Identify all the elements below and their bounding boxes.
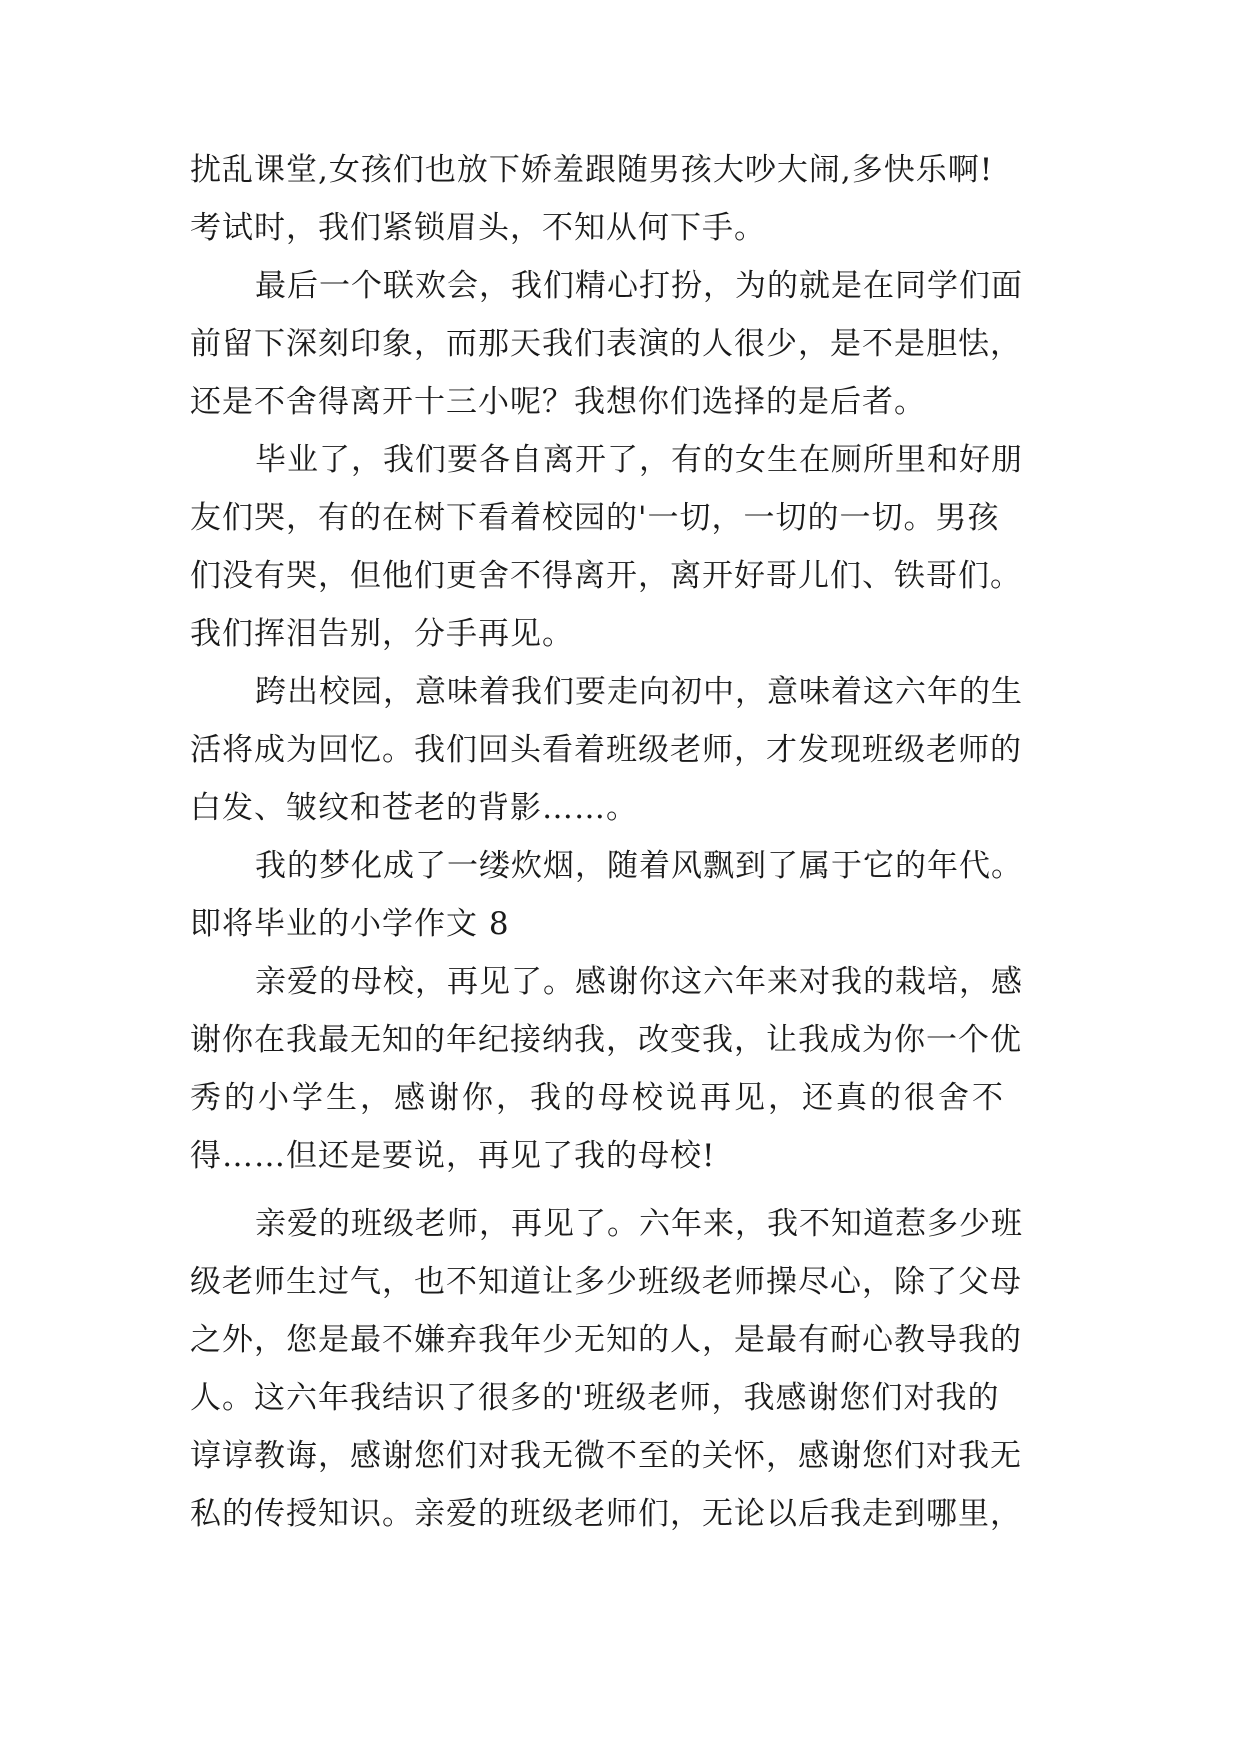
paragraph-first-line: 我的梦化成了一缕炊烟，随着风飘到了属于它的年代。 (255, 848, 1023, 884)
body-text-line: 友们哭，有的在树下看着校园的'一切，一切的一切。男孩 (190, 500, 1000, 536)
body-text-line: 私的传授知识。亲爱的班级老师们，无论以后我走到哪里， (190, 1496, 1022, 1532)
body-text-line: 白发、皱纹和苍老的背影……。 (190, 790, 638, 826)
paragraph-first-line: 毕业了，我们要各自离开了，有的女生在厕所里和好朋 (255, 442, 1023, 478)
body-text-line: 谢你在我最无知的年纪接纳我，改变我，让我成为你一个优 (190, 1022, 1022, 1058)
paragraph-first-line: 跨出校园，意味着我们要走向初中，意味着这六年的生 (255, 674, 1023, 710)
body-text-line: 之外，您是最不嫌弃我年少无知的人，是最有耐心教导我的 (190, 1322, 1022, 1358)
body-text-line: 扰乱课堂,女孩们也放下娇羞跟随男孩大吵大闹,多快乐啊! (190, 152, 994, 188)
body-text-line: 们没有哭，但他们更舍不得离开，离开好哥儿们、铁哥们。 (190, 558, 1022, 594)
body-text-line: 谆谆教诲，感谢您们对我无微不至的关怀，感谢您们对我无 (190, 1438, 1022, 1474)
body-text-line: 活将成为回忆。我们回头看着班级老师，才发现班级老师的 (190, 732, 1022, 768)
paragraph-first-line: 亲爱的母校，再见了。感谢你这六年来对我的栽培，感 (255, 964, 1023, 1000)
body-text-line: 得……但还是要说，再见了我的母校! (190, 1138, 716, 1174)
body-text-line: 前留下深刻印象，而那天我们表演的人很少，是不是胆怯， (190, 326, 1022, 362)
body-text-line: 考试时，我们紧锁眉头，不知从何下手。 (190, 210, 766, 246)
body-text-line: 我们挥泪告别，分手再见。 (190, 616, 574, 652)
body-text-line: 人。这六年我结识了很多的'班级老师，我感谢您们对我的 (190, 1380, 1000, 1416)
section-heading: 即将毕业的小学作文 8 (190, 906, 510, 942)
paragraph-first-line: 亲爱的班级老师，再见了。六年来，我不知道惹多少班 (255, 1206, 1023, 1242)
body-text-line: 秀的小学生，感谢你，我的母校说再见，还真的很舍不 (190, 1080, 1006, 1116)
paragraph-first-line: 最后一个联欢会，我们精心打扮，为的就是在同学们面 (255, 268, 1023, 304)
body-text-line: 还是不舍得离开十三小呢？我想你们选择的是后者。 (190, 384, 926, 420)
body-text-line: 级老师生过气，也不知道让多少班级老师操尽心，除了父母 (190, 1264, 1022, 1300)
